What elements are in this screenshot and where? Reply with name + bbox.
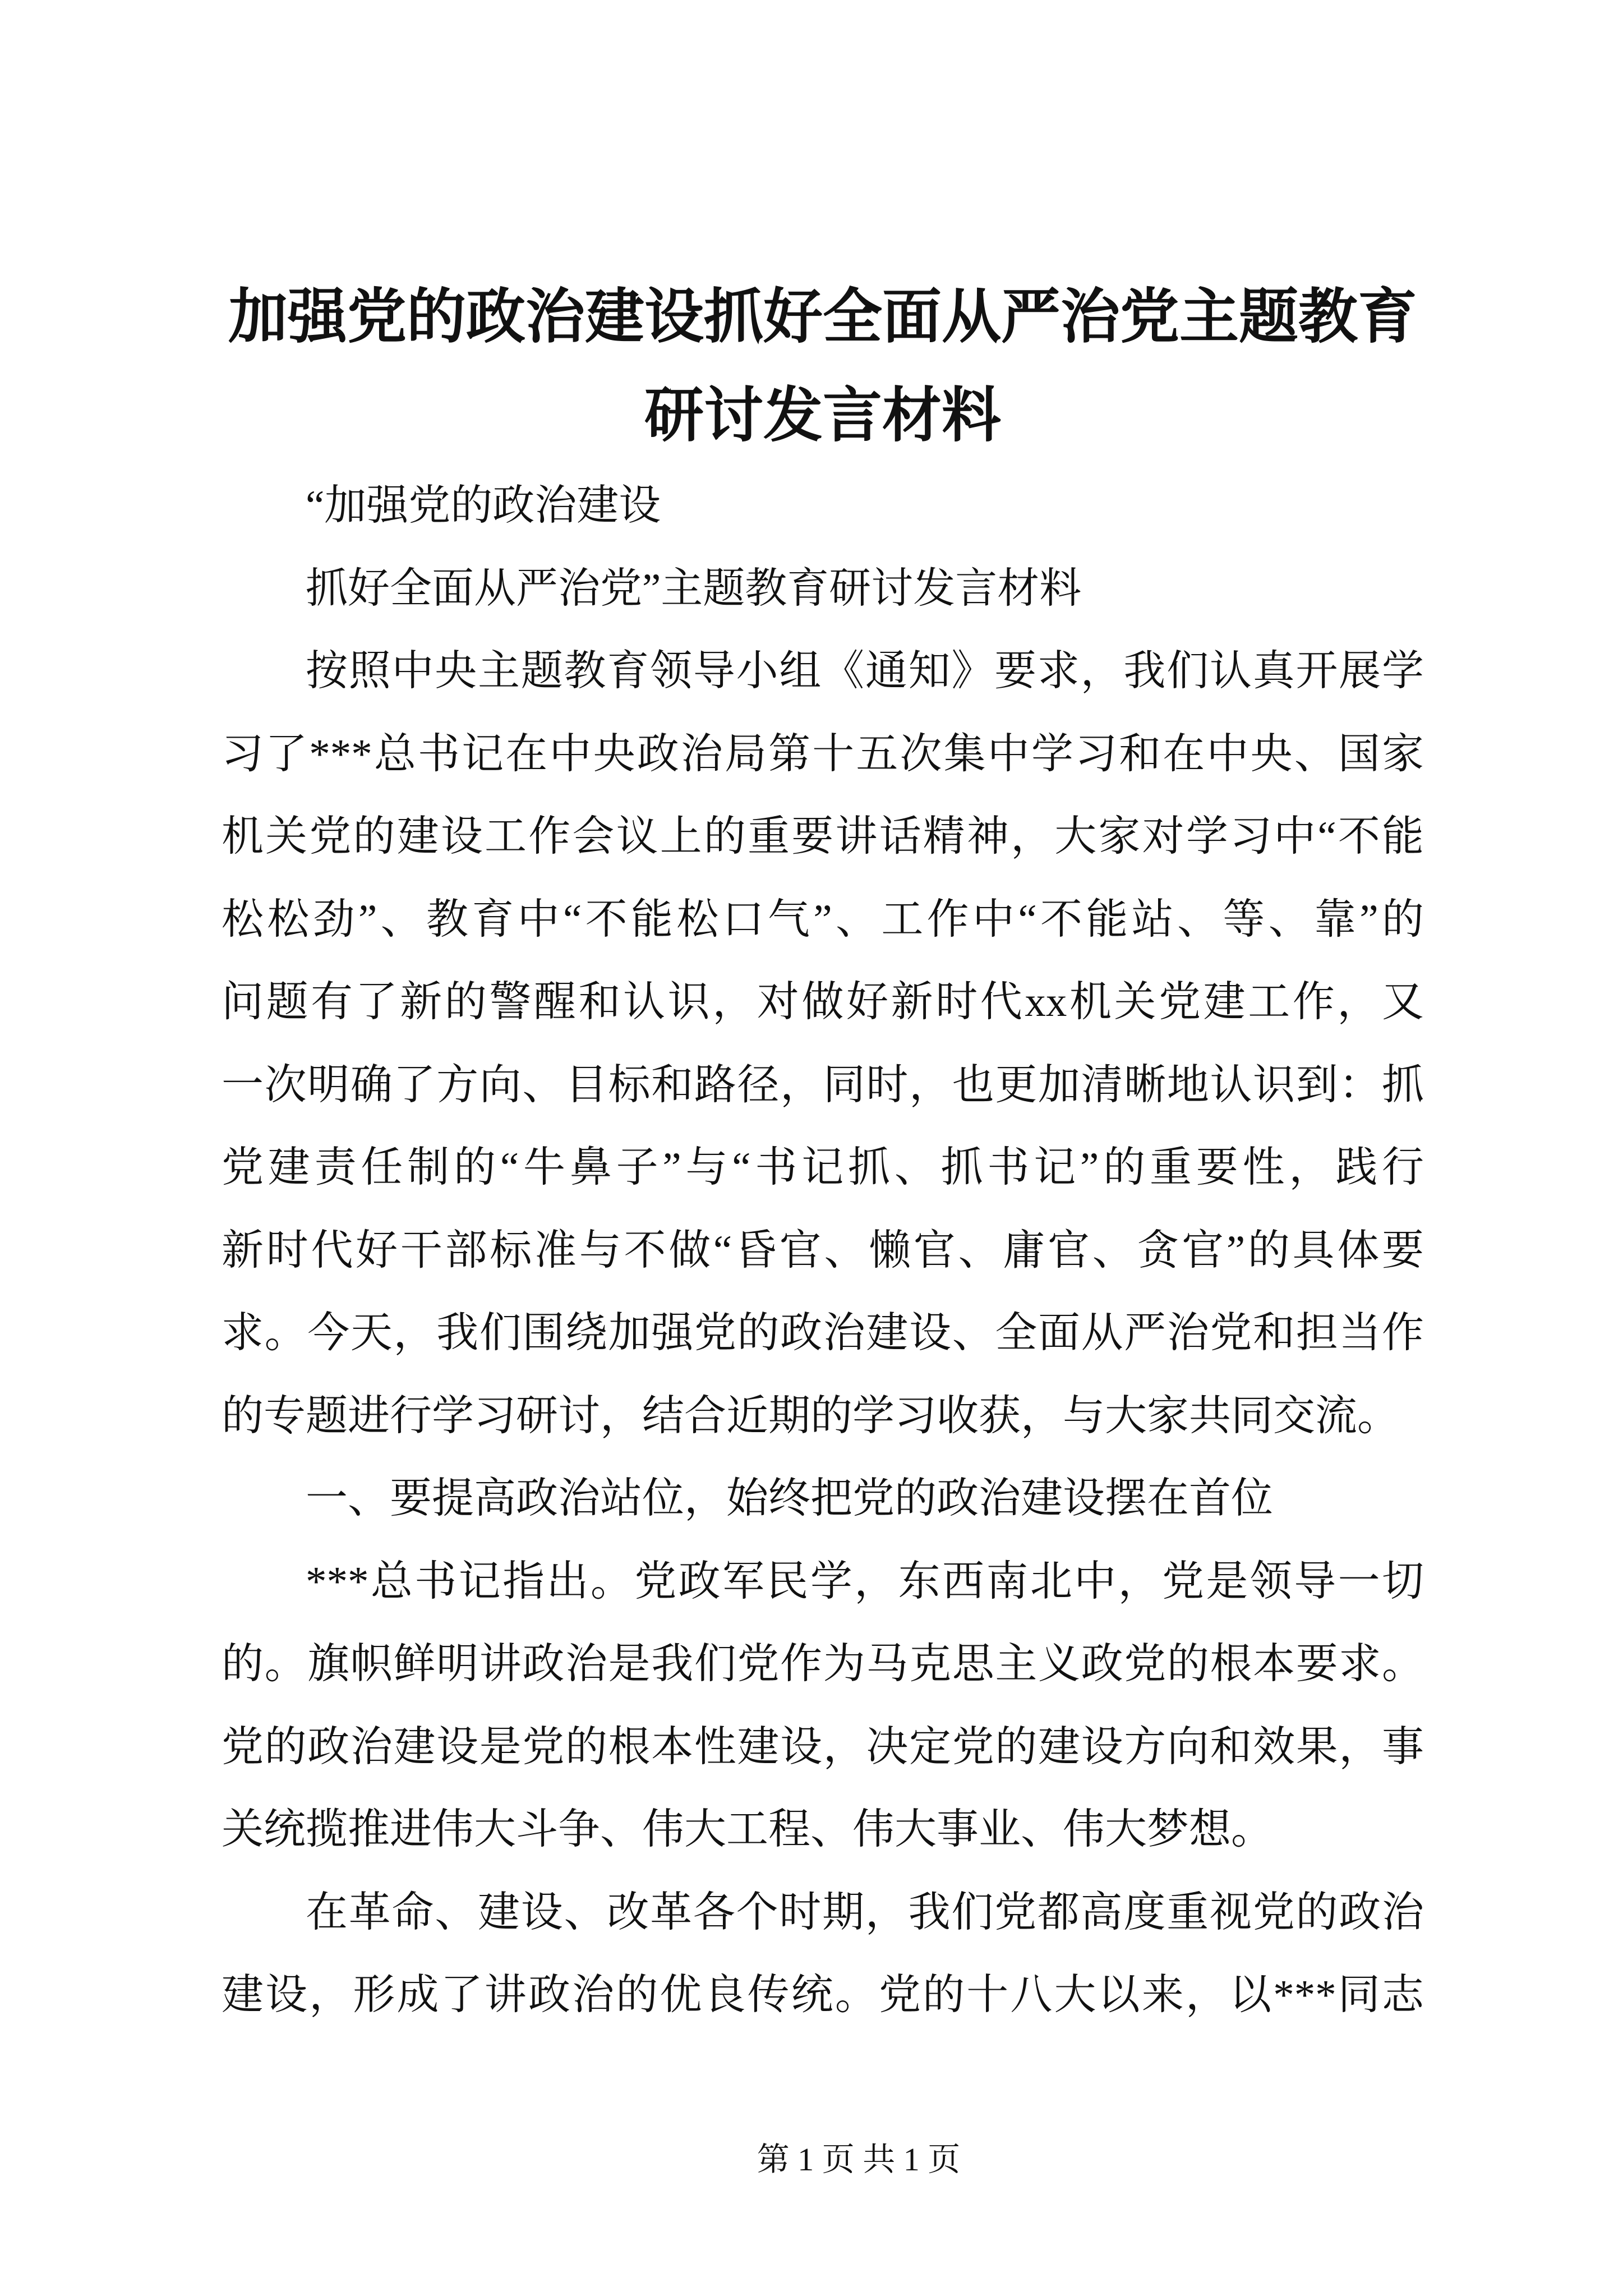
text-line: 在革命、建设、改革各个时期，我们党都高度重视党的政治: [306, 1889, 1424, 1936]
text-line: 按照中央主题教育领导小组《通知》要求，我们认真开展学: [306, 648, 1424, 694]
text-line: 新时代好干部标准与不做“昏官、懒官、庸官、贪官”的具体要: [222, 1227, 1424, 1274]
subtitle-paragraph: [222, 464, 1424, 547]
text-line: ***总书记指出。党政军民学，东西南北中，党是领导一切: [306, 1558, 1424, 1605]
title-line: 研讨发言材料: [644, 383, 1001, 449]
text-line: 建设，形成了讲政治的优良传统。党的十八大以来，以***同志: [222, 1972, 1424, 2018]
text-line: 问题有了新的警醒和认识，对做好新时代xx机关党建工作，又: [222, 979, 1424, 1025]
text-line: 党的政治建设是党的根本性建设，决定党的建设方向和效果，事: [222, 1723, 1424, 1770]
text-line: 一、要提高政治站位，始终把党的政治建设摆在首位: [306, 1475, 1274, 1522]
body-paragraph: [222, 630, 1424, 1457]
document-title: [222, 268, 1424, 466]
section-heading: [222, 1457, 1424, 1540]
body-paragraph: [222, 1871, 1424, 2037]
text-line: 党建责任制的“牛鼻子”与“书记抓、抓书记”的重要性，践行: [222, 1144, 1424, 1191]
text-line: 关统揽推进伟大斗争、伟大工程、伟大事业、伟大梦想。: [222, 1806, 1274, 1853]
text-line: 求。今天，我们围绕加强党的政治建设、全面从严治党和担当作: [222, 1310, 1424, 1356]
text-line: 的专题进行学习研讨，结合近期的学习收获，与大家共同交流。: [222, 1392, 1400, 1439]
text-line: 松松劲”、教育中“不能松口气”、工作中“不能站、等、靠”的: [222, 896, 1424, 943]
title-line: 加强党的政治建设抓好全面从严治党主题教育: [228, 284, 1417, 350]
text-line: 的。旗帜鲜明讲政治是我们党作为马克思主义政党的根本要求。: [222, 1641, 1424, 1687]
text-line: 抓好全面从严治党”主题教育研讨发言材料: [306, 565, 1082, 612]
body-paragraph: [222, 1540, 1424, 1871]
page-number-footer: 第 1 页 共 1 页: [757, 2141, 961, 2178]
text-line: 习了***总书记在中央政治局第十五次集中学习和在中央、国家: [222, 730, 1424, 777]
subtitle-paragraph: [222, 547, 1424, 631]
text-line: “加强党的政治建设: [306, 482, 661, 529]
text-line: 一次明确了方向、目标和路径，同时，也更加清晰地认识到：抓: [222, 1061, 1424, 1108]
document-body: [222, 464, 1424, 2037]
text-line: 机关党的建设工作会议上的重要讲话精神，大家对学习中“不能: [222, 813, 1424, 860]
